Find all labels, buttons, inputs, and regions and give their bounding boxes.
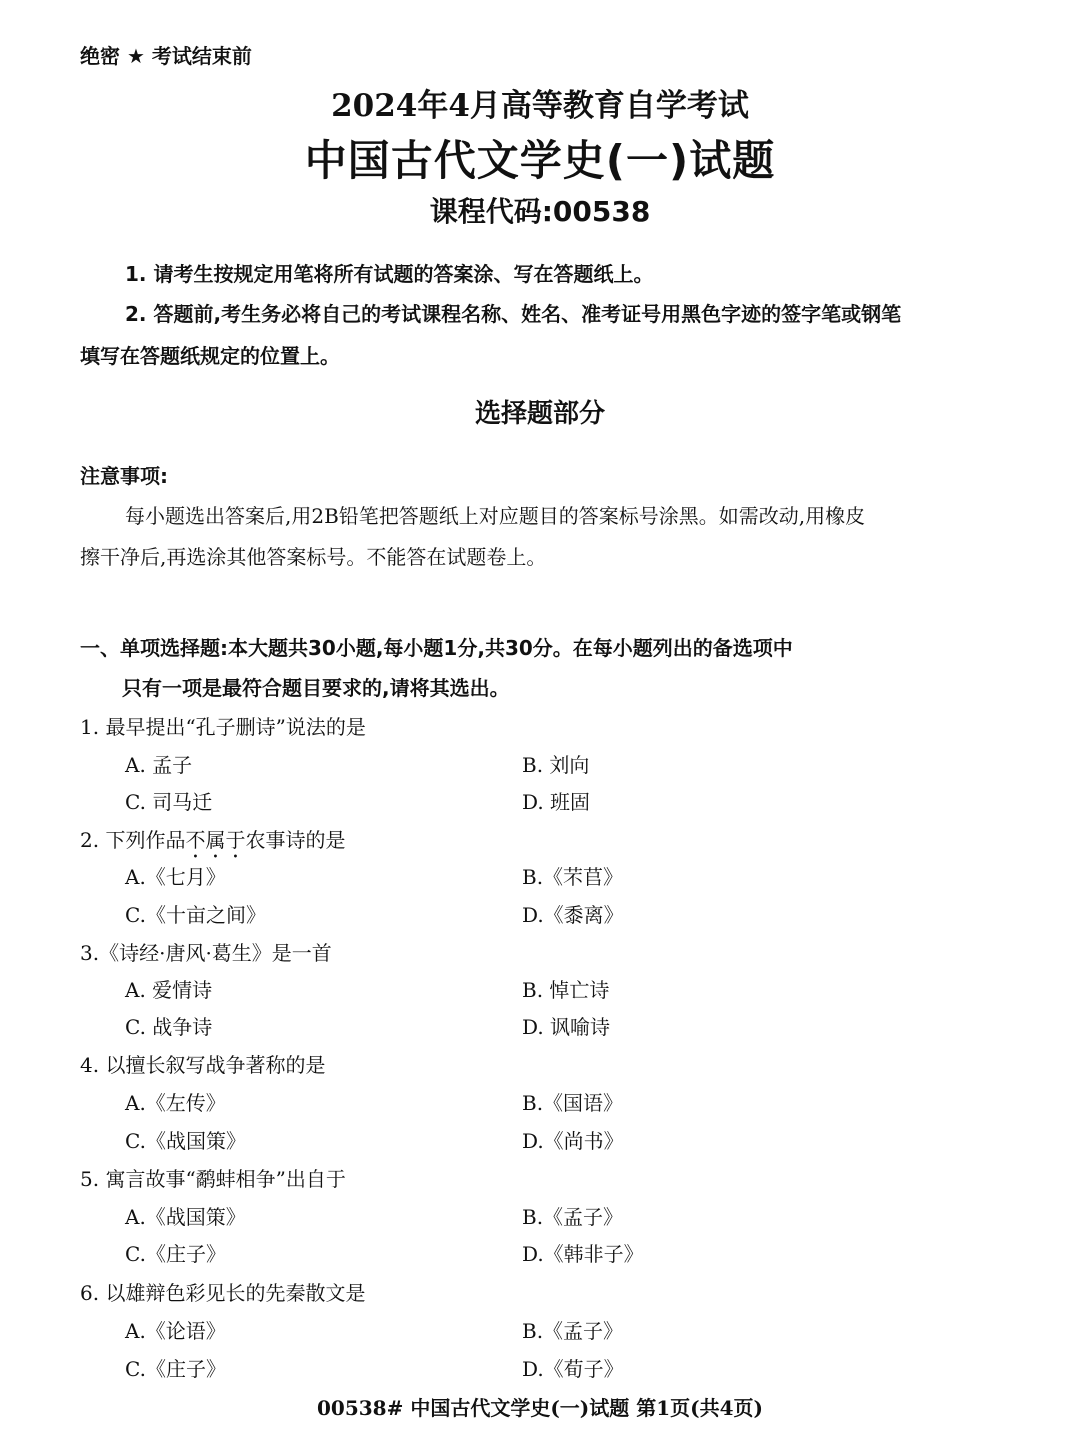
- part-one-heading-cont: 只有一项是最符合题目要求的,请将其选出。: [122, 676, 510, 700]
- question-4-option-c: C.《战国策》: [125, 1129, 246, 1153]
- notice-line-2: 擦干净后,再选涂其他答案标号。不能答在试题卷上。: [80, 545, 547, 569]
- question-5-option-c: C.《庄子》: [125, 1242, 226, 1266]
- question-4-stem: 4. 以擅长叙写战争著称的是: [80, 1053, 326, 1077]
- question-1-stem: 1. 最早提出“孔子删诗”说法的是: [80, 715, 366, 739]
- paper-title: 中国古代文学史(一)试题: [304, 136, 776, 185]
- question-4-option-b: B.《国语》: [522, 1091, 624, 1115]
- part-one-heading: 一、单项选择题:本大题共30小题,每小题1分,共30分。在每小题列出的备选项中: [80, 636, 793, 660]
- question-2-stem-prefix: 2. 下列作品: [80, 828, 186, 852]
- instruction-2: 2. 答题前,考生务必将自己的考试课程名称、姓名、准考证号用黑色字迹的签字笔或钢笔: [125, 302, 902, 326]
- section-title: 选择题部分: [474, 399, 605, 429]
- question-1-option-a: A. 孟子: [125, 753, 193, 777]
- instruction-2-cont: 填写在答题纸规定的位置上。: [80, 344, 340, 368]
- question-6-option-c: C.《庄子》: [125, 1357, 226, 1381]
- question-5-option-d: D.《韩非子》: [522, 1242, 644, 1266]
- notice-label: 注意事项:: [80, 464, 168, 488]
- question-3-option-d: D. 讽喻诗: [522, 1015, 611, 1039]
- question-1-option-b: B. 刘向: [522, 753, 590, 777]
- question-2-option-d: D.《黍离》: [522, 903, 624, 927]
- question-2-stem: [80, 824, 345, 863]
- question-6-stem: 6. 以雄辩色彩见长的先秦散文是: [80, 1281, 366, 1305]
- question-2-option-c: C.《十亩之间》: [125, 903, 266, 927]
- exam-name: 2024年4月高等教育自学考试: [331, 88, 749, 124]
- question-1-option-d: D. 班固: [522, 790, 591, 814]
- question-5-stem: 5. 寓言故事“鹬蚌相争”出自于: [80, 1167, 346, 1191]
- question-4-option-a: A.《左传》: [125, 1091, 226, 1115]
- question-2-stem-emphasis: 不属于: [185, 828, 246, 852]
- question-5-option-a: A.《战国策》: [125, 1205, 246, 1229]
- question-4-option-d: D.《尚书》: [522, 1129, 624, 1153]
- notice-line-1: 每小题选出答案后,用2B铅笔把答题纸上对应题目的答案标号涂黑。如需改动,用橡皮: [125, 504, 866, 528]
- question-3-stem: 3.《诗经·唐风·葛生》是一首: [80, 941, 332, 965]
- question-3-option-c: C. 战争诗: [125, 1015, 213, 1039]
- instruction-1: 1. 请考生按规定用笔将所有试题的答案涂、写在答题纸上。: [125, 262, 654, 286]
- question-5-option-b: B.《孟子》: [522, 1205, 624, 1229]
- question-6-option-b: B.《孟子》: [522, 1319, 624, 1343]
- question-2-option-b: B.《芣苢》: [522, 865, 624, 889]
- page-footer: 00538# 中国古代文学史(一)试题 第1页(共4页): [317, 1396, 763, 1420]
- question-2-stem-suffix: 农事诗的是: [245, 828, 346, 852]
- confidentiality-mark: 绝密 ★ 考试结束前: [80, 44, 252, 68]
- question-2-option-a: A.《七月》: [125, 865, 226, 889]
- question-1-option-c: C. 司马迁: [125, 790, 213, 814]
- question-3-option-a: A. 爱情诗: [125, 978, 213, 1002]
- question-6-option-a: A.《论语》: [125, 1319, 226, 1343]
- question-6-option-d: D.《荀子》: [522, 1357, 624, 1381]
- question-3-option-b: B. 悼亡诗: [522, 978, 610, 1002]
- course-code: 课程代码:00538: [429, 195, 651, 228]
